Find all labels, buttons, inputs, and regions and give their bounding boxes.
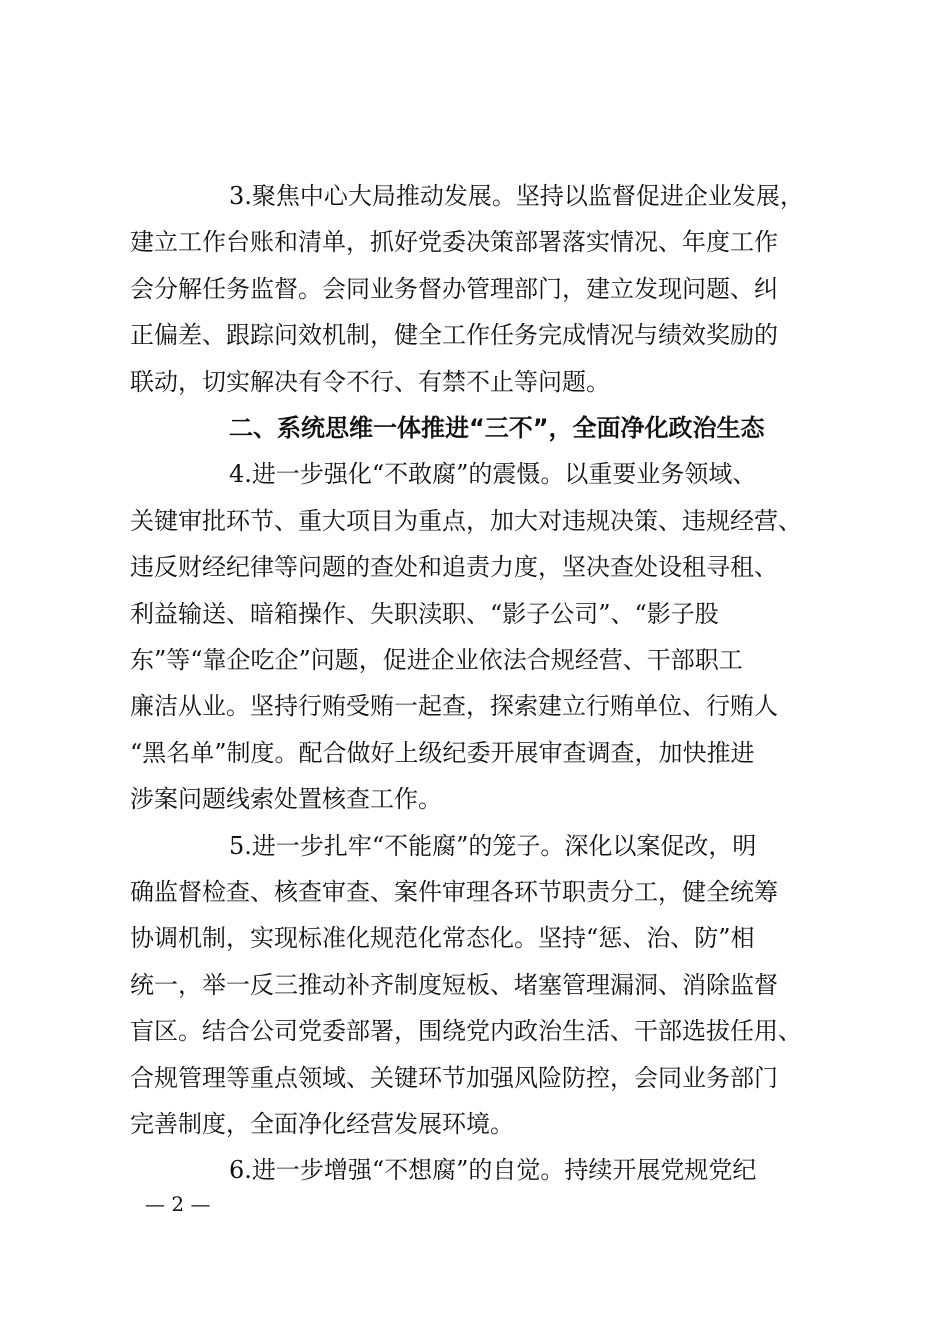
paragraph-3-line-5: 联动，切实解决有令不行、有禁不止等问题。 [130,368,610,396]
paragraph-3-line-3: 会分解任务监督。会同业务督办管理部门，建立发现问题、纠 [130,275,778,303]
paragraph-3-line-1: 3.聚焦中心大局推动发展。坚持以监督促进企业发展， [229,182,804,210]
paragraph-5-line-6: 合规管理等重点领域、关键环节加强风险防控，会同业务部门 [130,1064,778,1092]
paragraph-3-line-4: 正偏差、跟踪问效机制，健全工作任务完成情况与绩效奖励的 [130,321,778,349]
paragraph-5-line-5: 盲区。结合公司党委部署，围绕党内政治生活、干部选拔任用、 [130,1017,802,1045]
paragraph-4-line-7: “黑名单”制度。配合做好上级纪委开展审查调查，加快推进 [130,739,755,767]
paragraph-4-line-3: 违反财经纪律等问题的查处和追责力度，坚决查处设租寻租、 [130,553,778,581]
paragraph-5-line-2: 确监督检查、核查审查、案件审理各环节职责分工，健全统筹 [130,878,778,906]
paragraph-5-line-1: 5.进一步扎牢“不能腐”的笼子。深化以案促改，明 [229,832,757,860]
paragraph-4-line-6: 廉洁从业。坚持行贿受贿一起查，探索建立行贿单位、行贿人 [130,692,778,720]
paragraph-4-line-8: 涉案问题线索处置核查工作。 [130,785,442,813]
paragraph-4-line-2: 关键审批环节、重大项目为重点，加大对违规决策、违规经营、 [130,507,802,535]
paragraph-5-line-4: 统一，举一反三推动补齐制度短板、堵塞管理漏洞、消除监督 [130,971,778,999]
page-number: — 2 — [145,1192,211,1216]
paragraph-4-line-4: 利益输送、暗箱操作、失职渎职、“影子公司”、“影子股 [130,600,719,628]
paragraph-4-line-1: 4.进一步强化“不敢腐”的震慑。以重要业务领域、 [229,460,757,488]
paragraph-5-line-3: 协调机制，实现标准化规范化常态化。坚持“惩、治、防”相 [130,924,755,952]
paragraph-5-line-7: 完善制度，全面净化经营发展环境。 [130,1110,514,1138]
paragraph-6-line-1: 6.进一步增强“不想腐”的自觉。持续开展党规党纪 [229,1156,757,1184]
paragraph-4-line-5: 东”等“靠企吃企”问题，促进企业依法合规经营、干部职工 [130,646,743,674]
paragraph-3-line-2: 建立工作台账和清单，抓好党委决策部署落实情况、年度工作 [130,228,778,256]
section-heading: 二、系统思维一体推进“三不”，全面净化政治生态 [229,414,765,442]
